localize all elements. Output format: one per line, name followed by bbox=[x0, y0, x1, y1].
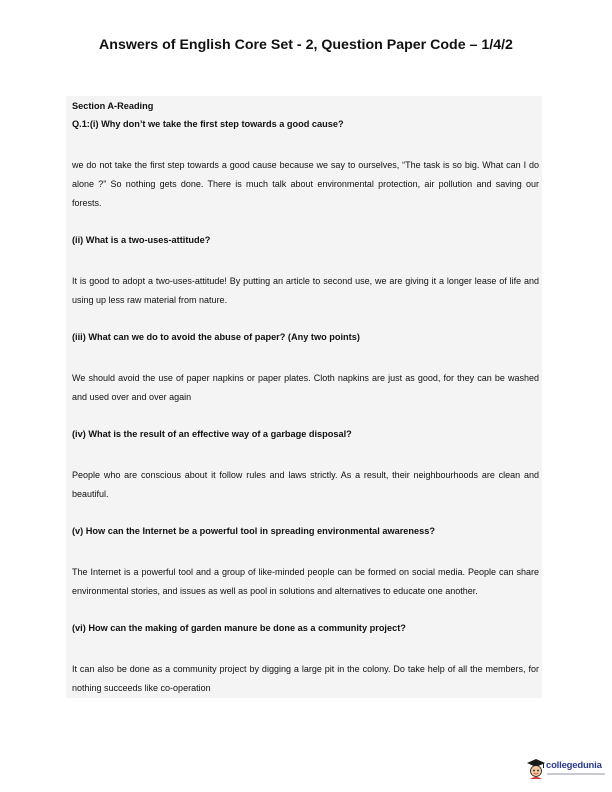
logo-tagline-bar bbox=[547, 773, 605, 775]
answer-4: People who are conscious about it follow rules and laws strictly. As a result, their neighbourhoods are clean and beautiful. bbox=[72, 470, 539, 499]
collegedunia-logo bbox=[526, 757, 608, 785]
answer-5: The Internet is a powerful tool and a group of like-minded people can be formed on social media. People can share environmental stories, and issues as well as pool in solutions and alternatives to educate one another. bbox=[72, 567, 539, 596]
answer-1: we do not take the first step towards a good cause because we say to ourselves, “The task is so big. What can I do alone ?” So nothing gets done. There is much talk about environmental protection, air pollution and saving our forests. bbox=[72, 160, 539, 208]
question-4: (iv) What is the result of an effective way of a garbage disposal? bbox=[72, 429, 352, 439]
question-6: (vi) How can the making of garden manure be done as a community project? bbox=[72, 623, 406, 633]
question-3: (iii) What can we do to avoid the abuse of paper? (Any two points) bbox=[72, 332, 360, 342]
answer-6: It can also be done as a community project by digging a large pit in the colony. Do take help of all the members, for nothing succeeds like co-operation bbox=[72, 664, 539, 693]
question-5: (v) How can the Internet be a powerful tool in spreading environmental awareness? bbox=[72, 526, 435, 536]
section-heading: Section A-Reading bbox=[72, 101, 154, 111]
question-2: (ii) What is a two-uses-attitude? bbox=[72, 235, 211, 245]
document-body bbox=[72, 100, 539, 698]
graduate-mascot-icon bbox=[526, 758, 546, 780]
question-1: Q.1:(i) Why don’t we take the first step towards a good cause? bbox=[72, 119, 344, 129]
logo-text: collegedunia bbox=[546, 760, 602, 771]
answer-3: We should avoid the use of paper napkins or paper plates. Cloth napkins are just as good, for they can be washed and used over and over again bbox=[72, 373, 539, 402]
page-title: Answers of English Core Set - 2, Question Paper Code – 1/4/2 bbox=[99, 37, 513, 53]
answer-2: It is good to adopt a two-uses-attitude! By putting an article to second use, we are giving it a longer lease of life and using up less raw material from nature. bbox=[72, 276, 539, 305]
